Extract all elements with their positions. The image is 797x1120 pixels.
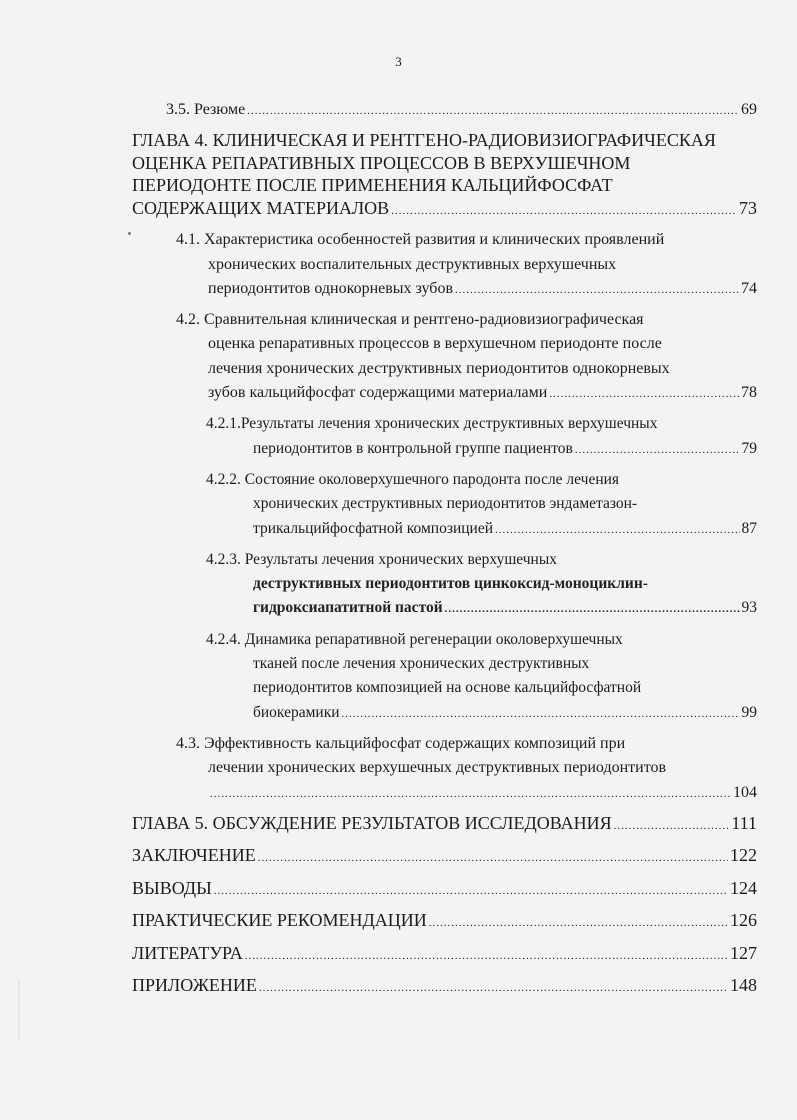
toc-entry-chapter-5[interactable] [132, 812, 757, 838]
leader-dots [210, 782, 731, 806]
toc-title-line: ПЕРИОДОНТЕ ПОСЛЕ ПРИМЕНЕНИЯ КАЛЬЦИЙФОСФАТ [132, 175, 613, 196]
toc-title-line: деструктивных периодонтитов цинкоксид-моноциклин- [253, 575, 648, 593]
toc-entry-appendix[interactable] [132, 974, 757, 1000]
toc-page: 111 [731, 812, 757, 833]
toc-entry-4-2-4[interactable] [206, 628, 757, 726]
toc-entry-chapter-4[interactable] [132, 129, 757, 222]
leader-dots [247, 99, 739, 123]
toc-page: 74 [741, 279, 757, 297]
toc-page: 78 [741, 384, 757, 402]
toc-entry-4-2-2[interactable] [206, 468, 757, 542]
toc-title: ПРАКТИЧЕСКИЕ РЕКОМЕНДАЦИИ [132, 910, 427, 931]
toc-entry-4-2[interactable] [176, 308, 757, 406]
leader-dots [391, 200, 737, 223]
leader-dots [455, 278, 739, 302]
table-of-contents [0, 98, 797, 1007]
toc-title-line: Характеристика особенностей развития и клинических проявлений [204, 231, 665, 249]
toc-title-line: периодонтитов композицией на основе кальцийфосфатной [253, 679, 642, 697]
toc-page: 87 [741, 519, 757, 537]
toc-entry-4-2-3[interactable] [206, 548, 757, 622]
toc-entry-3-5[interactable] [166, 98, 757, 123]
toc-entry-4-2-1[interactable] [206, 412, 757, 462]
toc-title-line: зубов кальцийфосфат содержащими материалами [208, 384, 548, 402]
leader-dots [495, 518, 739, 542]
toc-title-line: оценка репаративных процессов в верхушечном периодонте после [208, 335, 662, 353]
toc-number: 4.3. [176, 734, 200, 752]
toc-title-line: Результаты лечения хронических деструктивных верхушечных [240, 415, 658, 433]
toc-number: 4.1. [176, 231, 200, 249]
toc-title-line: ОЦЕНКА РЕПАРАТИВНЫХ ПРОЦЕССОВ В ВЕРХУШЕЧНОМ [132, 152, 631, 173]
toc-entry-4-1[interactable] [176, 228, 757, 302]
toc-entry-4-3[interactable] [176, 732, 757, 806]
toc-title: Резюме [194, 101, 246, 118]
toc-page: 126 [730, 910, 757, 931]
toc-title-line: ГЛАВА 4. КЛИНИЧЕСКАЯ И РЕНТГЕНО-РАДИОВИЗИОГРАФИЧЕСКАЯ [132, 130, 716, 151]
toc-title-line: Состояние околоверхушечного пародонта после лечения [244, 470, 620, 488]
toc-title-line: гидроксиапатитной пастой [253, 599, 443, 617]
leader-dots [214, 880, 728, 903]
toc-page: 99 [741, 703, 757, 721]
toc-entry-findings[interactable] [132, 877, 757, 903]
leader-dots [549, 382, 739, 406]
toc-page: 122 [730, 845, 757, 866]
toc-number: 4.2. [176, 311, 200, 329]
leader-dots [342, 702, 740, 726]
scan-artifact [18, 980, 20, 1040]
scan-speck [128, 232, 131, 235]
toc-title: ЗАКЛЮЧЕНИЕ [132, 845, 256, 866]
toc-page: 73 [739, 197, 757, 218]
toc-page: 148 [730, 975, 757, 996]
toc-entry-conclusion[interactable] [132, 844, 757, 870]
toc-title: ВЫВОДЫ [132, 877, 212, 898]
leader-dots [245, 945, 728, 968]
leader-dots [614, 815, 730, 838]
toc-title: ГЛАВА 5. ОБСУЖДЕНИЕ РЕЗУЛЬТАТОВ ИССЛЕДОВАНИЯ [132, 812, 612, 833]
toc-title-line: Эффективность кальцийфосфат содержащих композиций при [204, 734, 626, 752]
leader-dots [445, 597, 740, 621]
toc-title: ПРИЛОЖЕНИЕ [132, 975, 257, 996]
leader-dots [429, 912, 728, 935]
toc-entry-practical-recommendations[interactable] [132, 909, 757, 935]
toc-page: 93 [741, 599, 757, 617]
toc-title-line: трикальцийфосфатной композицией [253, 519, 494, 537]
toc-page: 104 [733, 783, 757, 801]
toc-title-line: хронических деструктивных периодонтитов эндаметазон- [253, 495, 638, 513]
toc-title-line: периодонтитов однокорневых зубов [208, 279, 453, 297]
toc-title-line: Сравнительная клиническая и рентгено-радиовизиографическая [204, 311, 644, 329]
toc-page: 79 [741, 439, 757, 457]
toc-title-line: Динамика репаративной регенерации околоверхушечных [244, 630, 623, 648]
leader-dots [259, 977, 728, 1000]
toc-number: 4.2.1. [206, 415, 241, 433]
toc-title: ЛИТЕРАТУРА [132, 942, 243, 963]
toc-title-line: лечении хронических верхушечных деструктивных периодонтитов [208, 759, 667, 777]
toc-number: 4.2.3. [206, 550, 241, 568]
toc-entry-literature[interactable] [132, 942, 757, 968]
toc-number: 4.2.4. [206, 630, 241, 648]
toc-page: 69 [741, 101, 757, 118]
toc-title-line: тканей после лечения хронических деструктивных [253, 655, 590, 673]
leader-dots [258, 847, 728, 870]
toc-page: 124 [730, 877, 757, 898]
toc-number: 4.2.2. [206, 470, 241, 488]
toc-title-line: периодонтитов в контрольной группе пациентов [253, 439, 573, 457]
toc-title-line: СОДЕРЖАЩИХ МАТЕРИАЛОВ [132, 197, 390, 218]
toc-page: 127 [730, 942, 757, 963]
toc-title-line: Результаты лечения хронических верхушечных [244, 550, 557, 568]
leader-dots [575, 438, 740, 462]
toc-title-line: хронических воспалительных деструктивных верхушечных [208, 255, 617, 273]
toc-title-line: биокерамики [253, 703, 340, 721]
page-number: 3 [395, 54, 402, 69]
toc-number: 3.5. [166, 101, 190, 118]
toc-title-line: лечения хронических деструктивных периодонтитов однокорневых [208, 359, 670, 377]
